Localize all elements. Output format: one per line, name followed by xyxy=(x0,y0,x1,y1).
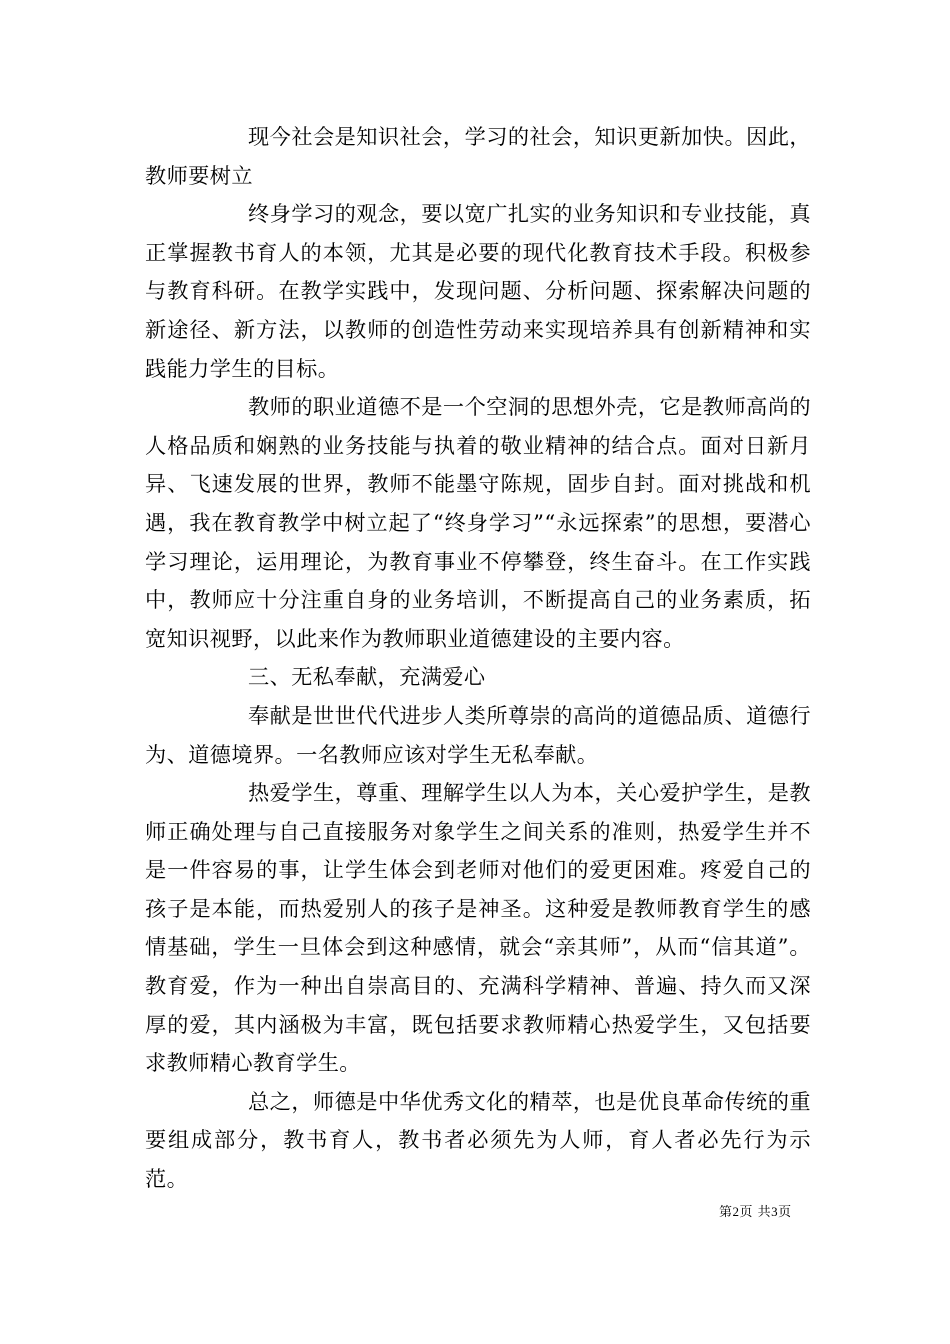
footer-middle: 页 共 xyxy=(739,1205,772,1220)
paragraph-6: 总之，师德是中华优秀文化的精萃，也是优良革命传统的重要组成部分，教书育人，教书者必须先为人师，育人者必先行为示范。 xyxy=(145,1088,811,1192)
current-page-number: 2 xyxy=(732,1204,740,1219)
paragraph-3: 教师的职业道德不是一个空洞的思想外壳，它是教师高尚的人格品质和娴熟的业务技能与执着的敬业精神的结合点。面对日新月异、飞速发展的世界，教师不能墨守陈规，固步自封。面对挑战和机遇，我在教育教学中树立起了“终身学习”“永远探索”的思想，要潜心学习理论，运用理论，为教育事业不停攀登，终生奋斗。在工作实践中，教师应十分注重自身的业务培训，不断提高自己的业务素质，拓宽知识视野，以此来作为教师职业道德建设的主要内容。 xyxy=(145,394,811,651)
paragraph-5: 热爱学生，尊重、理解学生以人为本，关心爱护学生，是教师正确处理与自己直接服务对象学生之间关系的准则，热爱学生并不是一件容易的事，让学生体会到老师对他们的爱更困难。疼爱自己的孩子是本能，而热爱别人的孩子是神圣。这种爱是教师教育学生的感情基础，学生一旦体会到这种感情，就会“亲其师”，从而“信其道”。教育爱，作为一种出自崇高目的、充满科学精神、普遍、持久而又深厚的爱，其内涵极为丰富，既包括要求教师精心热爱学生，又包括要求教师精心教育学生。 xyxy=(145,780,811,1076)
paragraph-2: 终身学习的观念，要以宽广扎实的业务知识和专业技能，真正掌握教书育人的本领，尤其是必要的现代化教育技术手段。积极参与教育科研。在教学实践中，发现问题、分析问题、探索解决问题的新途径、新方法，以教师的创造性劳动来实现培养具有创新精神和实践能力学生的目标。 xyxy=(145,201,811,381)
page-number-footer xyxy=(719,1204,792,1221)
footer-suffix: 页 xyxy=(778,1205,792,1220)
paragraph-1: 现今社会是知识社会，学习的社会，知识更新加快。因此，教师要树立 xyxy=(145,124,811,188)
total-pages-number: 3 xyxy=(771,1204,779,1219)
paragraph-4: 奉献是世世代代进步人类所尊崇的高尚的道德品质、道德行为、道德境界。一名教师应该对学生无私奉献。 xyxy=(145,702,811,767)
footer-prefix: 第 xyxy=(719,1205,733,1220)
document-body xyxy=(145,118,811,1199)
section-heading: 三、无私奉献，充满爱心 xyxy=(248,664,486,690)
